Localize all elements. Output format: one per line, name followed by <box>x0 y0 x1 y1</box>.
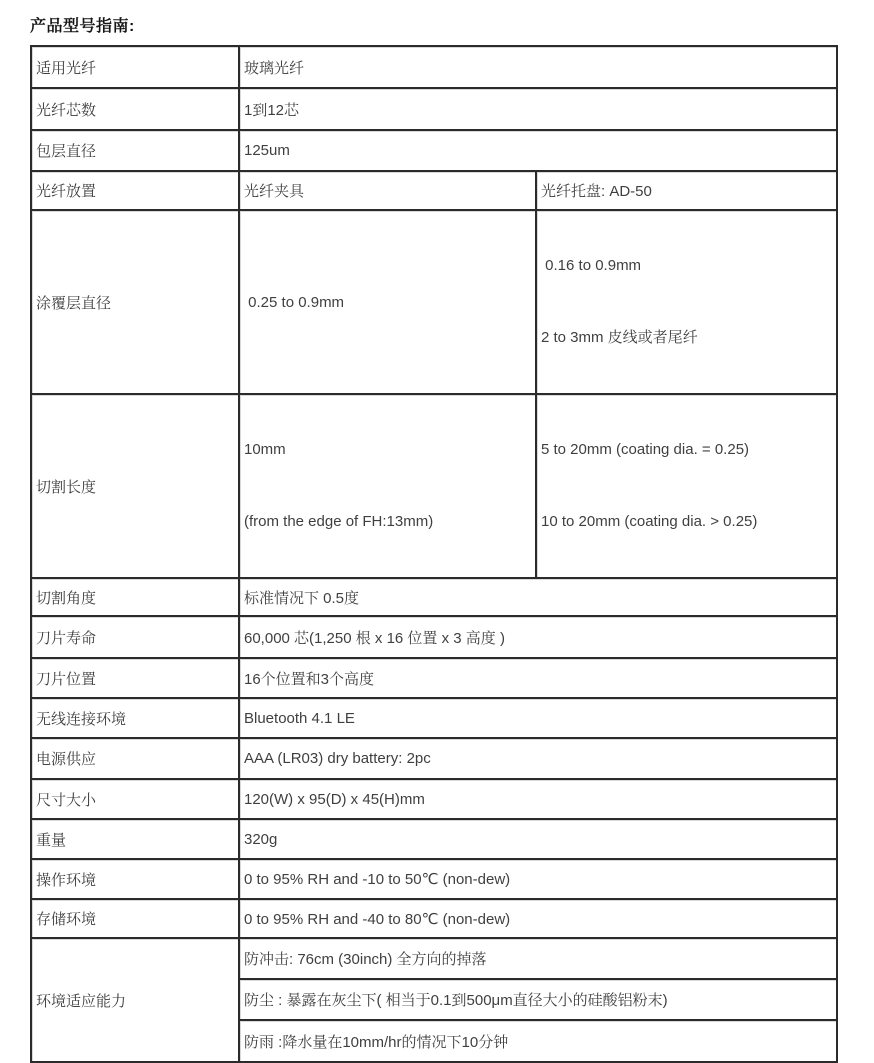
spec-value-cell: 60,000 芯(1,250 根 x 16 位置 x 3 高度 ) <box>239 616 837 658</box>
table-row-blade-life <box>31 616 837 658</box>
spec-label-cell: 电源供应 <box>31 738 239 779</box>
table-row-coating-diameter <box>31 210 837 394</box>
spec-value-line: 10 to 20mm (coating dia. > 0.25) <box>541 513 758 530</box>
spec-value-cell: 0 to 95% RH and -10 to 50℃ (non-dew) <box>239 859 837 899</box>
spec-value-line: (from the edge of FH:13mm) <box>244 513 434 530</box>
spec-label-cell: 光纤放置 <box>31 171 239 210</box>
spec-value-cell: 320g <box>239 819 837 859</box>
spec-label-cell: 适用光纤 <box>31 46 239 88</box>
spec-value-line: 10mm <box>244 441 286 458</box>
spec-value-cell: 16个位置和3个高度 <box>239 658 837 698</box>
spec-value-cell: 标准情况下 0.5度 <box>239 578 837 616</box>
table-row-cleave-length <box>31 394 837 578</box>
spec-label-cell: 存储环境 <box>31 899 239 938</box>
table-row-cleave-angle <box>31 578 837 616</box>
spec-value-cell: 玻璃光纤 <box>239 46 837 88</box>
table-row-storage-env <box>31 899 837 938</box>
spec-subvalue-cell: 防尘 : 暴露在灰尘下( 相当于0.1到500μm直径大小的硅酸铝粉末) <box>239 979 837 1020</box>
table-row-fiber-type <box>31 46 837 88</box>
table-row-fiber-count <box>31 88 837 130</box>
spec-label-cell: 尺寸大小 <box>31 779 239 819</box>
spec-label-cell: 操作环境 <box>31 859 239 899</box>
table-row-wireless <box>31 698 837 738</box>
spec-value-cell: Bluetooth 4.1 LE <box>239 698 837 738</box>
table-row-fiber-placement <box>31 171 837 210</box>
spec-label-cell: 涂覆层直径 <box>31 210 239 394</box>
spec-label-cell: 刀片位置 <box>31 658 239 698</box>
spec-value-cell: 120(W) x 95(D) x 45(H)mm <box>239 779 837 819</box>
spec-label-cell: 刀片寿命 <box>31 616 239 658</box>
spec-label-cell: 切割角度 <box>31 578 239 616</box>
table-row-cladding-diameter <box>31 130 837 171</box>
spec-subvalue-cell: 防冲击: 76cm (30inch) 全方向的掉落 <box>239 938 837 979</box>
spec-value-cell: 0 to 95% RH and -40 to 80℃ (non-dew) <box>239 899 837 938</box>
table-row-blade-positions <box>31 658 837 698</box>
product-spec-table <box>30 45 838 1063</box>
page-title: 产品型号指南: <box>30 18 135 35</box>
spec-label-cell: 光纤芯数 <box>31 88 239 130</box>
table-row-dimensions <box>31 779 837 819</box>
spec-label-cell: 重量 <box>31 819 239 859</box>
table-row-operating-env <box>31 859 837 899</box>
table-row-weight <box>31 819 837 859</box>
spec-value-cell: 0.25 to 0.9mm <box>239 210 536 394</box>
spec-label-cell: 切割长度 <box>31 394 239 578</box>
spec-value2-cell <box>536 394 837 578</box>
spec-value-cell: 125um <box>239 130 837 171</box>
spec-subvalue-cell: 防雨 :降水量在10mm/hr的情况下10分钟 <box>239 1020 837 1062</box>
spec-value-cell: AAA (LR03) dry battery: 2pc <box>239 738 837 779</box>
spec-value-line: 5 to 20mm (coating dia. = 0.25) <box>541 441 750 458</box>
spec-label-cell: 无线连接环境 <box>31 698 239 738</box>
spec-value-cell: 光纤夹具 <box>239 171 536 210</box>
spec-value2-cell <box>536 210 837 394</box>
spec-value-cell: 1到12芯 <box>239 88 837 130</box>
table-row-environment-resistance <box>31 938 837 979</box>
spec-label-cell: 环境适应能力 <box>31 938 239 1062</box>
spec-value-cell <box>239 394 536 578</box>
spec-label-cell: 包层直径 <box>31 130 239 171</box>
spec-value-line: 2 to 3mm 皮线或者尾纤 <box>541 329 698 346</box>
table-row-power-supply <box>31 738 837 779</box>
spec-value2-cell: 光纤托盘: AD-50 <box>536 171 837 210</box>
spec-value-line: 0.16 to 0.9mm <box>541 257 642 274</box>
